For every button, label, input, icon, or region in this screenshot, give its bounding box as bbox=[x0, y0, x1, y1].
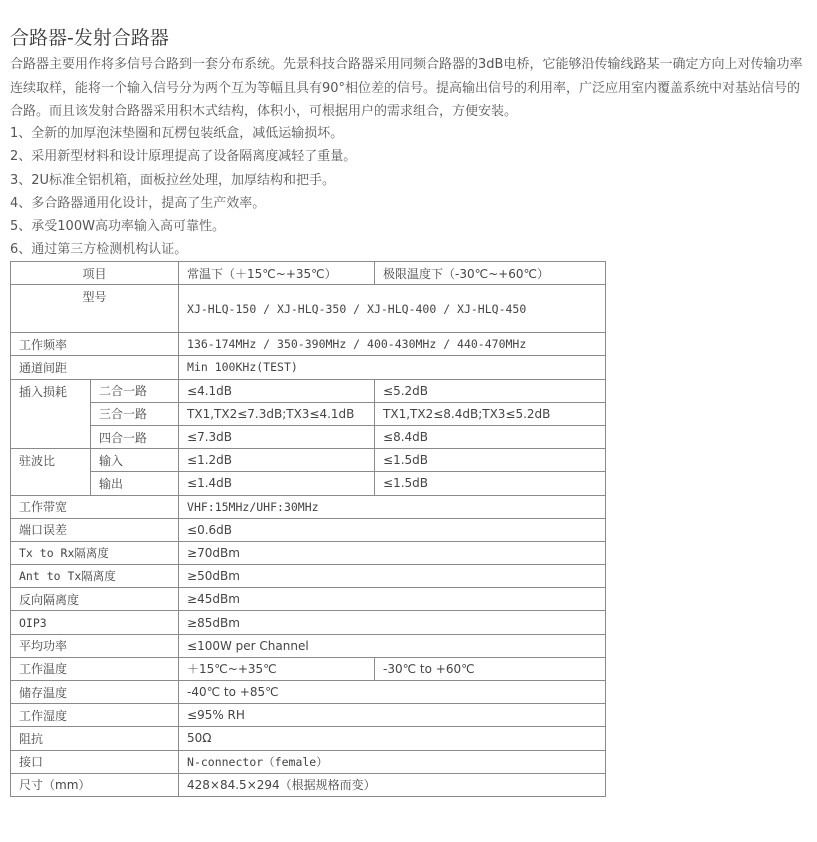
spacing-value: Min 100KHz(TEST) bbox=[179, 356, 606, 379]
vswr-normal: ≤1.2dB bbox=[179, 449, 375, 472]
table-header-row bbox=[11, 262, 606, 285]
feature-item: 6、通过第三方检测机构认证。 bbox=[10, 242, 188, 258]
header-extreme: 极限温度下（-30℃~+60℃） bbox=[375, 262, 606, 285]
insertion-sub: 二合一路 bbox=[91, 379, 179, 402]
insertion-sub: 四合一路 bbox=[91, 425, 179, 448]
avg-power-value: ≤100W per Channel bbox=[179, 634, 606, 657]
table-row bbox=[11, 634, 606, 657]
table-row bbox=[11, 681, 606, 704]
frequency-value: 136-174MHz / 350-390MHz / 400-430MHz / 440-470MHz bbox=[179, 333, 606, 356]
row-label-impedance: 阻抗 bbox=[11, 727, 179, 750]
table-row bbox=[11, 449, 606, 472]
bandwidth-value: VHF:15MHz/UHF:30MHz bbox=[179, 495, 606, 518]
table-row bbox=[11, 704, 606, 727]
vswr-extreme: ≤1.5dB bbox=[375, 449, 606, 472]
row-label-op-temp: 工作温度 bbox=[11, 657, 179, 680]
table-row bbox=[11, 611, 606, 634]
row-label-tx-rx: Tx to Rx隔离度 bbox=[11, 541, 179, 564]
spec-table bbox=[10, 261, 606, 797]
table-row bbox=[11, 773, 606, 796]
feature-item: 5、承受100W高功率输入高可靠性。 bbox=[10, 219, 225, 235]
insertion-normal: TX1,TX2≤7.3dB;TX3≤4.1dB bbox=[179, 402, 375, 425]
intro-paragraph: 合路器主要用作将多信号合路到一套分布系统。先景科技合路器采用同频合路器的3dB电桥，它能够沿传输线路某一确定方向上对传输功率连续取样，能将一个输入信号分为两个互为等幅且具有90°相位差的信号。提高输出信号的利用率，广泛应用室内覆盖系统中对基站信号的合路。而且该发射合路器采用积木式结构，体积小，可根据用户的需求组合，方便安装。 bbox=[10, 57, 803, 119]
model-value: XJ-HLQ-150 / XJ-HLQ-350 / XJ-HLQ-400 / XJ-HLQ-450 bbox=[179, 285, 606, 333]
table-row bbox=[11, 541, 606, 564]
row-label-size: 尺寸（mm） bbox=[11, 773, 179, 796]
vswr-normal: ≤1.4dB bbox=[179, 472, 375, 495]
table-row bbox=[11, 356, 606, 379]
table-row bbox=[11, 750, 606, 773]
row-label-ant-tx: Ant to Tx隔离度 bbox=[11, 565, 179, 588]
table-row bbox=[11, 402, 606, 425]
table-row bbox=[11, 727, 606, 750]
table-row bbox=[11, 285, 606, 333]
feature-item: 3、2U标准全铝机箱，面板拉丝处理，加厚结构和把手。 bbox=[10, 172, 336, 188]
insertion-extreme: TX1,TX2≤8.4dB;TX3≤5.2dB bbox=[375, 402, 606, 425]
table-row bbox=[11, 565, 606, 588]
row-label-connector: 接口 bbox=[11, 750, 179, 773]
ant-tx-value: ≥50dBm bbox=[179, 565, 606, 588]
port-error-value: ≤0.6dB bbox=[179, 518, 606, 541]
row-label-insertion-loss: 插入损耗 bbox=[11, 379, 91, 449]
feature-item: 1、全新的加厚泡沫垫圈和瓦楞包装纸盒，减低运输损坏。 bbox=[10, 126, 344, 141]
table-row bbox=[11, 333, 606, 356]
op-temp-extreme: -30℃ to +60℃ bbox=[375, 657, 606, 680]
tx-rx-value: ≥70dBm bbox=[179, 541, 606, 564]
feature-item: 2、采用新型材料和设计原理提高了设备隔离度减轻了重量。 bbox=[10, 149, 357, 165]
humidity-value: ≤95% RH bbox=[179, 704, 606, 727]
oip3-value: ≥85dBm bbox=[179, 611, 606, 634]
row-label-model: 型号 bbox=[11, 285, 179, 333]
size-value: 428×84.5×294（根据规格而变） bbox=[179, 773, 606, 796]
row-label-avg-power: 平均功率 bbox=[11, 634, 179, 657]
table-row bbox=[11, 495, 606, 518]
insertion-extreme: ≤8.4dB bbox=[375, 425, 606, 448]
table-row bbox=[11, 425, 606, 448]
vswr-extreme: ≤1.5dB bbox=[375, 472, 606, 495]
row-label-reverse: 反向隔离度 bbox=[11, 588, 179, 611]
row-label-bandwidth: 工作带宽 bbox=[11, 495, 179, 518]
insertion-normal: ≤4.1dB bbox=[179, 379, 375, 402]
table-row bbox=[11, 518, 606, 541]
feature-item: 4、多合路器通用化设计，提高了生产效率。 bbox=[10, 195, 266, 211]
header-item: 项目 bbox=[11, 262, 179, 285]
insertion-extreme: ≤5.2dB bbox=[375, 379, 606, 402]
reverse-value: ≥45dBm bbox=[179, 588, 606, 611]
insertion-sub: 三合一路 bbox=[91, 402, 179, 425]
op-temp-normal: ＋15℃~+35℃ bbox=[179, 657, 375, 680]
impedance-value: 50Ω bbox=[179, 727, 606, 750]
table-row bbox=[11, 657, 606, 680]
table-row bbox=[11, 588, 606, 611]
table-row bbox=[11, 472, 606, 495]
connector-value: N-connector（female） bbox=[179, 750, 606, 773]
row-label-humidity: 工作湿度 bbox=[11, 704, 179, 727]
row-label-vswr: 驻波比 bbox=[11, 449, 91, 495]
vswr-sub: 输入 bbox=[91, 449, 179, 472]
row-label-port-error: 端口误差 bbox=[11, 518, 179, 541]
row-label-storage-temp: 储存温度 bbox=[11, 681, 179, 704]
table-row bbox=[11, 379, 606, 402]
header-normal: 常温下（＋15℃~+35℃） bbox=[179, 262, 375, 285]
feature-list bbox=[10, 122, 356, 262]
storage-temp-value: -40℃ to +85℃ bbox=[179, 681, 606, 704]
vswr-sub: 输出 bbox=[91, 472, 179, 495]
row-label-spacing: 通道间距 bbox=[11, 356, 179, 379]
insertion-normal: ≤7.3dB bbox=[179, 425, 375, 448]
page-title: 合路器-发射合路器 bbox=[10, 27, 169, 49]
row-label-oip3: OIP3 bbox=[11, 611, 179, 634]
row-label-frequency: 工作频率 bbox=[11, 333, 179, 356]
